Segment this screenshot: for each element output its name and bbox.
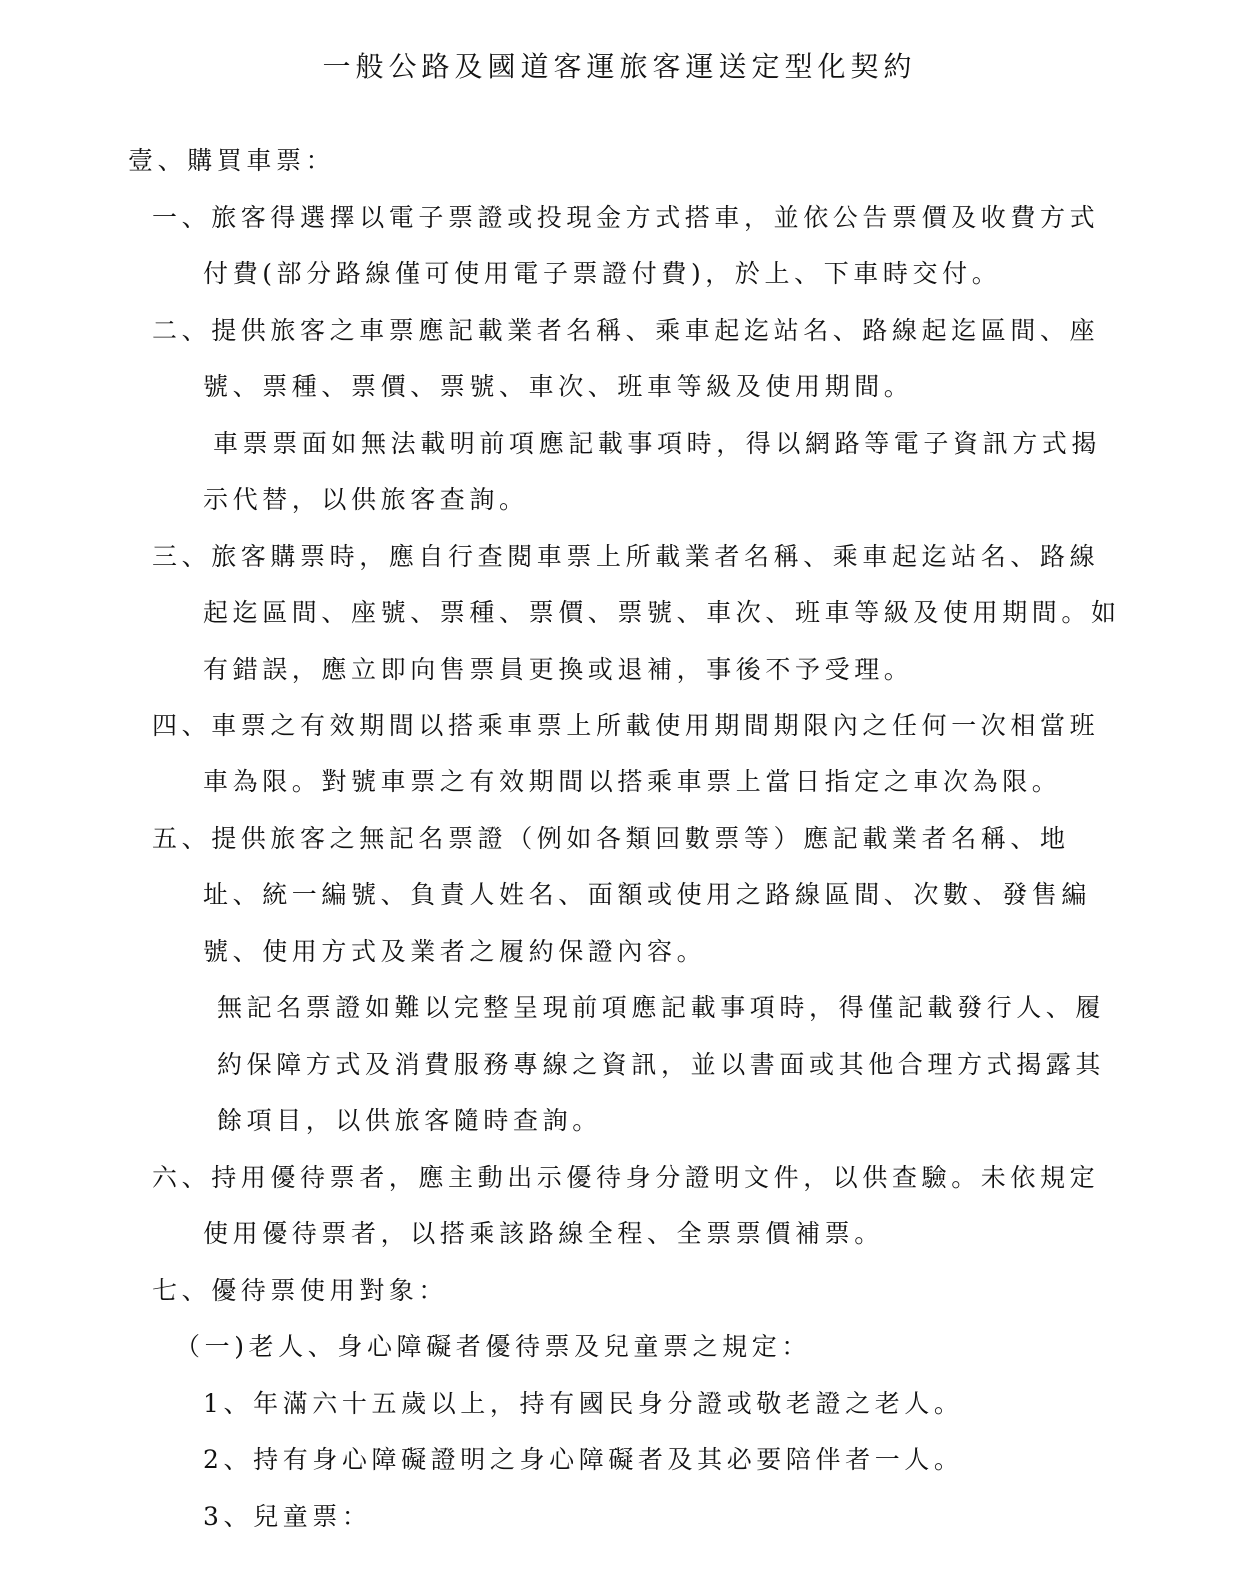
item-2-line-1: 二、提供旅客之車票應記載業者名稱、乘車起迄站名、路線起迄區間、座 bbox=[152, 316, 1100, 345]
item-2-note-line-2: 示代替，以供旅客查詢。 bbox=[203, 485, 529, 514]
item-5-line-1: 五、提供旅客之無記名票證（例如各類回數票等）應記載業者名稱、地 bbox=[152, 824, 1070, 853]
item-1-line-1: 一、旅客得選擇以電子票證或投現金方式搭車，並依公告票價及收費方式 bbox=[152, 203, 1100, 232]
item-7-sub-heading: （一)老人、身心障礙者優待票及兒童票之規定： bbox=[175, 1332, 811, 1361]
item-7-sub-item-1: 1、年滿六十五歲以上，持有國民身分證或敬老證之老人。 bbox=[203, 1389, 964, 1418]
item-5-note-line-2: 約保障方式及消費服務專線之資訊，並以書面或其他合理方式揭露其 bbox=[217, 1050, 1106, 1079]
item-2-note-line-1: 車票票面如無法載明前項應記載事項時，得以網路等電子資訊方式揭 bbox=[213, 429, 1102, 458]
item-4-line-2: 車為限。對號車票之有效期間以搭乘車票上當日指定之車次為限。 bbox=[203, 767, 1062, 796]
item-6-line-2: 使用優待票者，以搭乘該路線全程、全票票價補票。 bbox=[203, 1219, 884, 1248]
item-3-line-3: 有錯誤，應立即向售票員更換或退補，事後不予受理。 bbox=[203, 655, 914, 684]
item-5-line-3: 號、使用方式及業者之履約保證內容。 bbox=[203, 937, 707, 966]
item-7-sub-item-3: 3、兒童票： bbox=[203, 1502, 372, 1531]
item-5-note-line-1: 無記名票證如難以完整呈現前項應記載事項時，得僅記載發行人、履 bbox=[217, 993, 1106, 1022]
item-1-line-2: 付費(部分路線僅可使用電子票證付費)，於上、下車時交付。 bbox=[203, 259, 1002, 288]
item-3-line-1: 三、旅客購票時，應自行查閱車票上所載業者名稱、乘車起迄站名、路線 bbox=[152, 542, 1100, 571]
item-5-line-2: 址、統一編號、負責人姓名、面額或使用之路線區間、次數、發售編 bbox=[203, 880, 1092, 909]
document-title: 一般公路及國道客運旅客運送定型化契約 bbox=[322, 50, 917, 83]
section-heading: 壹、購買車票： bbox=[128, 146, 336, 175]
item-6-line-1: 六、持用優待票者，應主動出示優待身分證明文件，以供查驗。未依規定 bbox=[152, 1163, 1100, 1192]
item-3-line-2: 起迄區間、座號、票種、票價、票號、車次、班車等級及使用期間。如 bbox=[203, 598, 1121, 627]
item-7-sub-item-2: 2、持有身心障礙證明之身心障礙者及其必要陪伴者一人。 bbox=[203, 1445, 964, 1474]
item-5-note-line-3: 餘項目，以供旅客隨時查詢。 bbox=[217, 1106, 602, 1135]
item-4-line-1: 四、車票之有效期間以搭乘車票上所載使用期間期限內之任何一次相當班 bbox=[152, 711, 1100, 740]
item-7-line-1: 七、優待票使用對象： bbox=[152, 1276, 449, 1305]
item-2-line-2: 號、票種、票價、票號、車次、班車等級及使用期間。 bbox=[203, 372, 914, 401]
